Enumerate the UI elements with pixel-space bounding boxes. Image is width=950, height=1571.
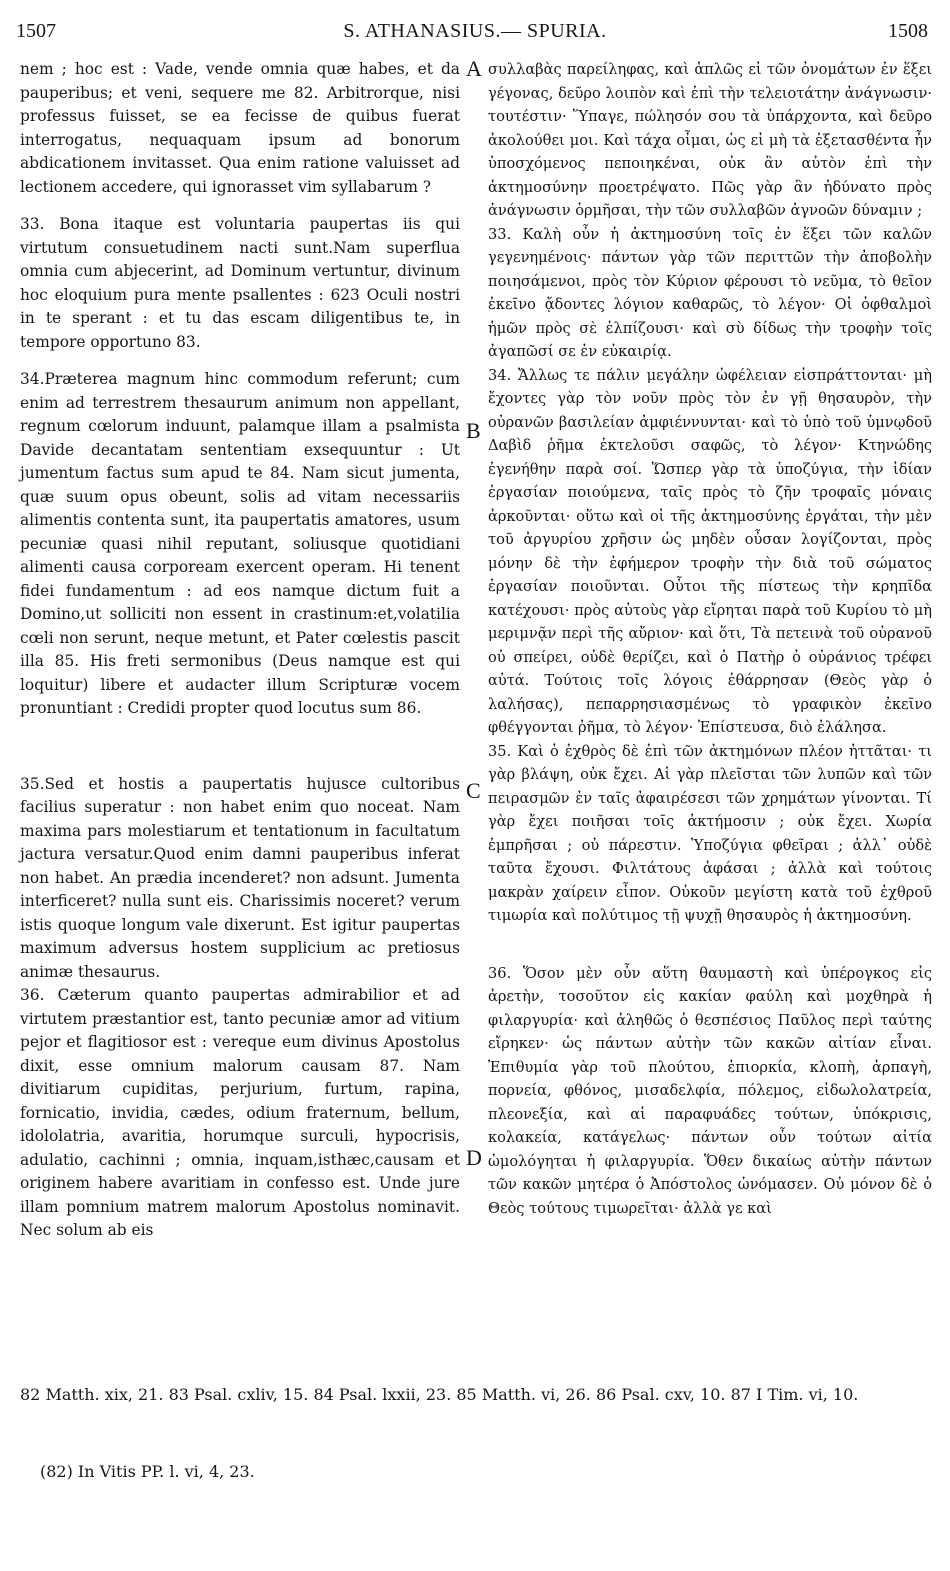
latin-paragraph-34: 34.Præterea magnum hinc commodum referunt; cum enim ad terrestrem thesaurum animum non appellant, regnum cœlorum induunt, palamque illam a psalmista Davide decantatam sententiam exsequuntur : Ut jumentum factus sum apud te 84. Nam sicut jumenta, quæ suum opus obeunt, solis ad vitam necessariis alimentis contenta sunt, ita paupertatis amatores, usum pecuniæ quasi nihil reputant, soliusque quotidiani alimenti causa corpoream exercent operam. Hi tenent fidei fundamentum : ad eos namque dictum fuit a Domino,ut solliciti non essent in crastinum:et,volatilia cœli non serunt, neque metunt, et Pater cœlestis pascit illa 85. His freti sermonibus (Deus namque est qui loquitur) libere et audacter illum Scripturæ vocem pronuntiant : Credidi propter quod locutus sum 86. — [20, 370, 460, 717]
running-head-title: S. ATHANASIUS.— SPURIA. — [343, 20, 607, 42]
latin-paragraph-32-end: nem ; hoc est : Vade, vende omnia quæ habes, et da pauperibus; et veni, sequere me 82. Arbitrorque, nisi professus fuisset, se ea fecisse de quibus fuerat interrogatus, nequaquam ipsum ad bonorum abdicationem invitasset. Qua enim ratione valuisset ad lectionem accedere, qui ignorasset vim syllabarum ? — [20, 60, 460, 196]
greek-paragraph-36: 36. Ὅσον μὲν οὖν αὕτη θαυμαστὴ καὶ ὑπέρογκος εἰς ἀρετὴν, τοσοῦτον εἰς κακίαν φαύλη καὶ μοχθηρὰ ἡ φιλαργυρία· καὶ ἀληθῶς ὁ θεσπέσιος Παῦλος περὶ ταύτης εἴρηκεν· ὡς πάντων αὐτὴν τῶν κακῶν αἰτίαν εἶναι. Ἐπιθυμία γὰρ τοῦ πλούτου, ἐπιορκία, κλοπὴ, ἁρπαγὴ, πορνεία, φθόνος, μισαδελφία, πόλεμος, εἰδωλολατρεία, πλεονεξία, καὶ αἱ παραφυάδες τούτων, ὑπόκρισις, κολακεία, κατάγελως· πάντων οὖν τούτων αἰτία ὡμολόγηται ἡ φιλαργυρία. Ὅθεν δικαίως αὐτὴν πάντων τῶν κακῶν μητέρα ὁ Ἀπόστολος ὠνόμασεν. Οὐ μόνον δὲ ὁ Θεὸς τούτους τιμωρεῖται· ἀλλὰ γε καὶ — [488, 964, 932, 1217]
greek-paragraph-32-end: συλλαβὰς παρείληφας, καὶ ἁπλῶς εἰ τῶν ὀνομάτων ἐν ἕξει γέγονας, δεῦρο λοιπὸν καὶ ἐπὶ τὴν τελειοτάτην ἀνάγνωσιν· τουτέστιν· Ὕπαγε, πώλησόν σου τὰ ὑπάρχοντα, καὶ δεῦρο ἀκολούθει μοι. Καὶ τάχα οἶμαι, ὡς εἰ μὴ τὰ ἐξετασθέντα ἦν ὑποσχόμενος πεποιηκέναι, οὐκ ἂν αὐτὸν ἐπὶ τὴν ἀκτημοσύνην προετρέψατο. Πῶς γὰρ ἂν ἠδύνατο πρὸς ἀνάγνωσιν ὁρμῆσαι, τὴν τῶν συλλαβῶν ἀγνοῶν δύναμιν ; — [488, 61, 932, 219]
footnotes: 82 Matth. xix, 21. 83 Psal. cxliv, 15. 84 Psal. lxxii, 23. 85 Matth. vi, 26. 86 Psal. cxv, 10. 87 I Tim. vi, 10. — [20, 1385, 859, 1404]
running-header — [0, 20, 950, 48]
page-number-left: 1507 — [16, 20, 56, 42]
margin-letter-c: C — [466, 778, 481, 803]
latin-paragraph-35: 35.Sed et hostis a paupertatis hujusce cultoribus facilius superatur : non habet enim quo noceat. Nam maxima pars molestiarum et tentationum in facultatum jactura versatur.Quod enim damni pauperibus inferat non habet. An prædia incenderet? non adsunt. Jumenta interficeret? nulla sunt eis. Charissimis noceret? verum istis quoque longum vale dixerunt. Est igitur paupertas maximum adversus hostem supplicium ac pretiosus animæ thesaurus. — [20, 774, 460, 981]
margin-letter-a: A — [466, 56, 482, 81]
latin-paragraph-33: 33. Bona itaque est voluntaria paupertas iis qui virtutum consuetudinem nacti sunt.Nam superflua omnia cum abjecerint, ad Dominum vertuntur, divinum hoc eloquium pura mente psallentes : 623 Oculi nostri in te sperant : et tu das escam diligentibus te, in tempore opportuno 83. — [20, 215, 460, 351]
latin-column — [20, 58, 460, 1243]
greek-paragraph-33: 33. Καλὴ οὖν ἡ ἀκτημοσύνη τοῖς ἐν ἕξει τῶν καλῶν γεγενημένοις· πάντων γὰρ τῶν περιττῶν τὴν ἀποβολὴν ποιησάμενοι, πρὸς τὸν Κύριον φέρουσι τὸ νεῦμα, τὸ θεῖον ἐκεῖνο ᾄδοντες λόγιον καθαρῶς, τὸ λέγον· Οἱ ὀφθαλμοὶ ἡμῶν πρὸς σὲ ἐλπίζουσι· καὶ σὺ δίδως τὴν τροφὴν τοῖς ἀγαπῶσί σε ἐν εὐκαιρίᾳ. — [488, 225, 932, 360]
latin-paragraph-36: 36. Cæterum quanto paupertas admirabilior et ad virtutem præstantior est, tanto pecuniæ amor ad vitium pejor et flagitiosor est : vereque eum divinus Apostolus dixit, esse omnium malorum causam 87. Nam divitiarum cupiditas, perjurium, furtum, rapina, fornicatio, invidia, cædes, odium fraternum, bellum, idololatria, avaritia, horumque surculi, hypocrisis, adulatio, cachinni ; omnia, inquam,isthæc,causam et originem habere avaritiam in confesso est. Unde jure illam pomnium matrem malorum Apostolus nominavit. Nec solum ab eis — [20, 986, 460, 1239]
greek-paragraph-34: 34. Ἄλλως τε πάλιν μεγάλην ὠφέλειαν εἰσπράττονται· μὴ ἔχοντες γὰρ τὸν νοῦν πρὸς τὸν ἐν γῇ θησαυρὸν, τὴν οὐρανῶν βασιλείαν ἀμφιέννυνται· καὶ τὸ ὑπὸ τοῦ ὑμνῳδοῦ Δαβὶδ ῥῆμα ἐκτελοῦσι σαφῶς, τὸ λέγον· Κτηνώδης ἐγενήθην παρὰ σοί. Ὥσπερ γὰρ τὰ ὑποζύγια, τὴν ἰδίαν ἐργασίαν ποιούμενα, ταῖς πρὸς τὸ ζῆν τροφαῖς μόναις ἀρκοῦνται· οὕτω καὶ οἱ τῆς ἀκτημοσύνης ἐργάται, τὴν μὲν τοῦ ἀργυρίου χρῆσιν ὡς μηδὲν οὖσαν λογίζονται, πρὸς μόνην δὲ τὴν ἐφήμερον τροφὴν τὴν διὰ τοῦ σώματος ἐργασίαν ποιοῦνται. Οὗτοι τῆς πίστεως τὴν κρηπῖδα κατέχουσι· πρὸς αὐτοὺς γὰρ εἴρηται παρὰ τοῦ Κυρίου τὸ μὴ μεριμνᾷν περὶ τῆς αὔριον· καὶ ὅτι, Τὰ πετεινὰ τοῦ οὐρανοῦ οὐ σπείρει, οὐδὲ θερίζει, καὶ ὁ Πατὴρ ὁ οὐράνιος τρέφει αὐτά. Τούτοις τοῖς λόγοις ἐθάρρησαν (Θεὸς γὰρ ὁ λαλήσας), πεπαρρησιασμένως τὸ γραφικὸν ἐκεῖνο φθέγγονται ῥῆμα, τὸ λέγον· Ἐπίστευσα, διὸ ἐλάλησα. — [488, 366, 932, 736]
greek-column — [488, 58, 932, 1220]
margin-letter-d: D — [466, 1145, 482, 1170]
page-number-right: 1508 — [888, 20, 928, 42]
editor-note: (82) In Vitis PP. l. vi, 4, 23. — [40, 1462, 255, 1481]
margin-letter-b: B — [466, 418, 481, 443]
greek-paragraph-35: 35. Καὶ ὁ ἐχθρὸς δὲ ἐπὶ τῶν ἀκτημόνων πλέον ἡττᾶται· τι γὰρ βλάψη, οὐκ ἔχει. Αἱ γὰρ πλεῖσται τῶν λυπῶν καὶ τῶν πειρασμῶν ἐν ταῖς ἀφαιρέσεσι τῶν χρημάτων γίνονται. Τί γὰρ ἔχει ποιῆσαι τοῖς ἀκτήμοσιν ; οὐκ ἔχει. Χωρία ἐμπρῆσαι ; οὐ πάρεστιν. Ὑποζύγια φθεῖραι ; ἀλλ᾽ οὐδὲ ταῦτα ἔχουσι. Φιλτάτους ἀφάσαι ; ἀλλὰ καὶ τούτοις μακρὰν χαίρειν εἶπον. Οὐκοῦν μεγίστη κατὰ τοῦ ἐχθροῦ τιμωρία καὶ πολύτιμος τῇ ψυχῇ θησαυρὸς ἡ ἀκτημοσύνη. — [488, 742, 932, 924]
